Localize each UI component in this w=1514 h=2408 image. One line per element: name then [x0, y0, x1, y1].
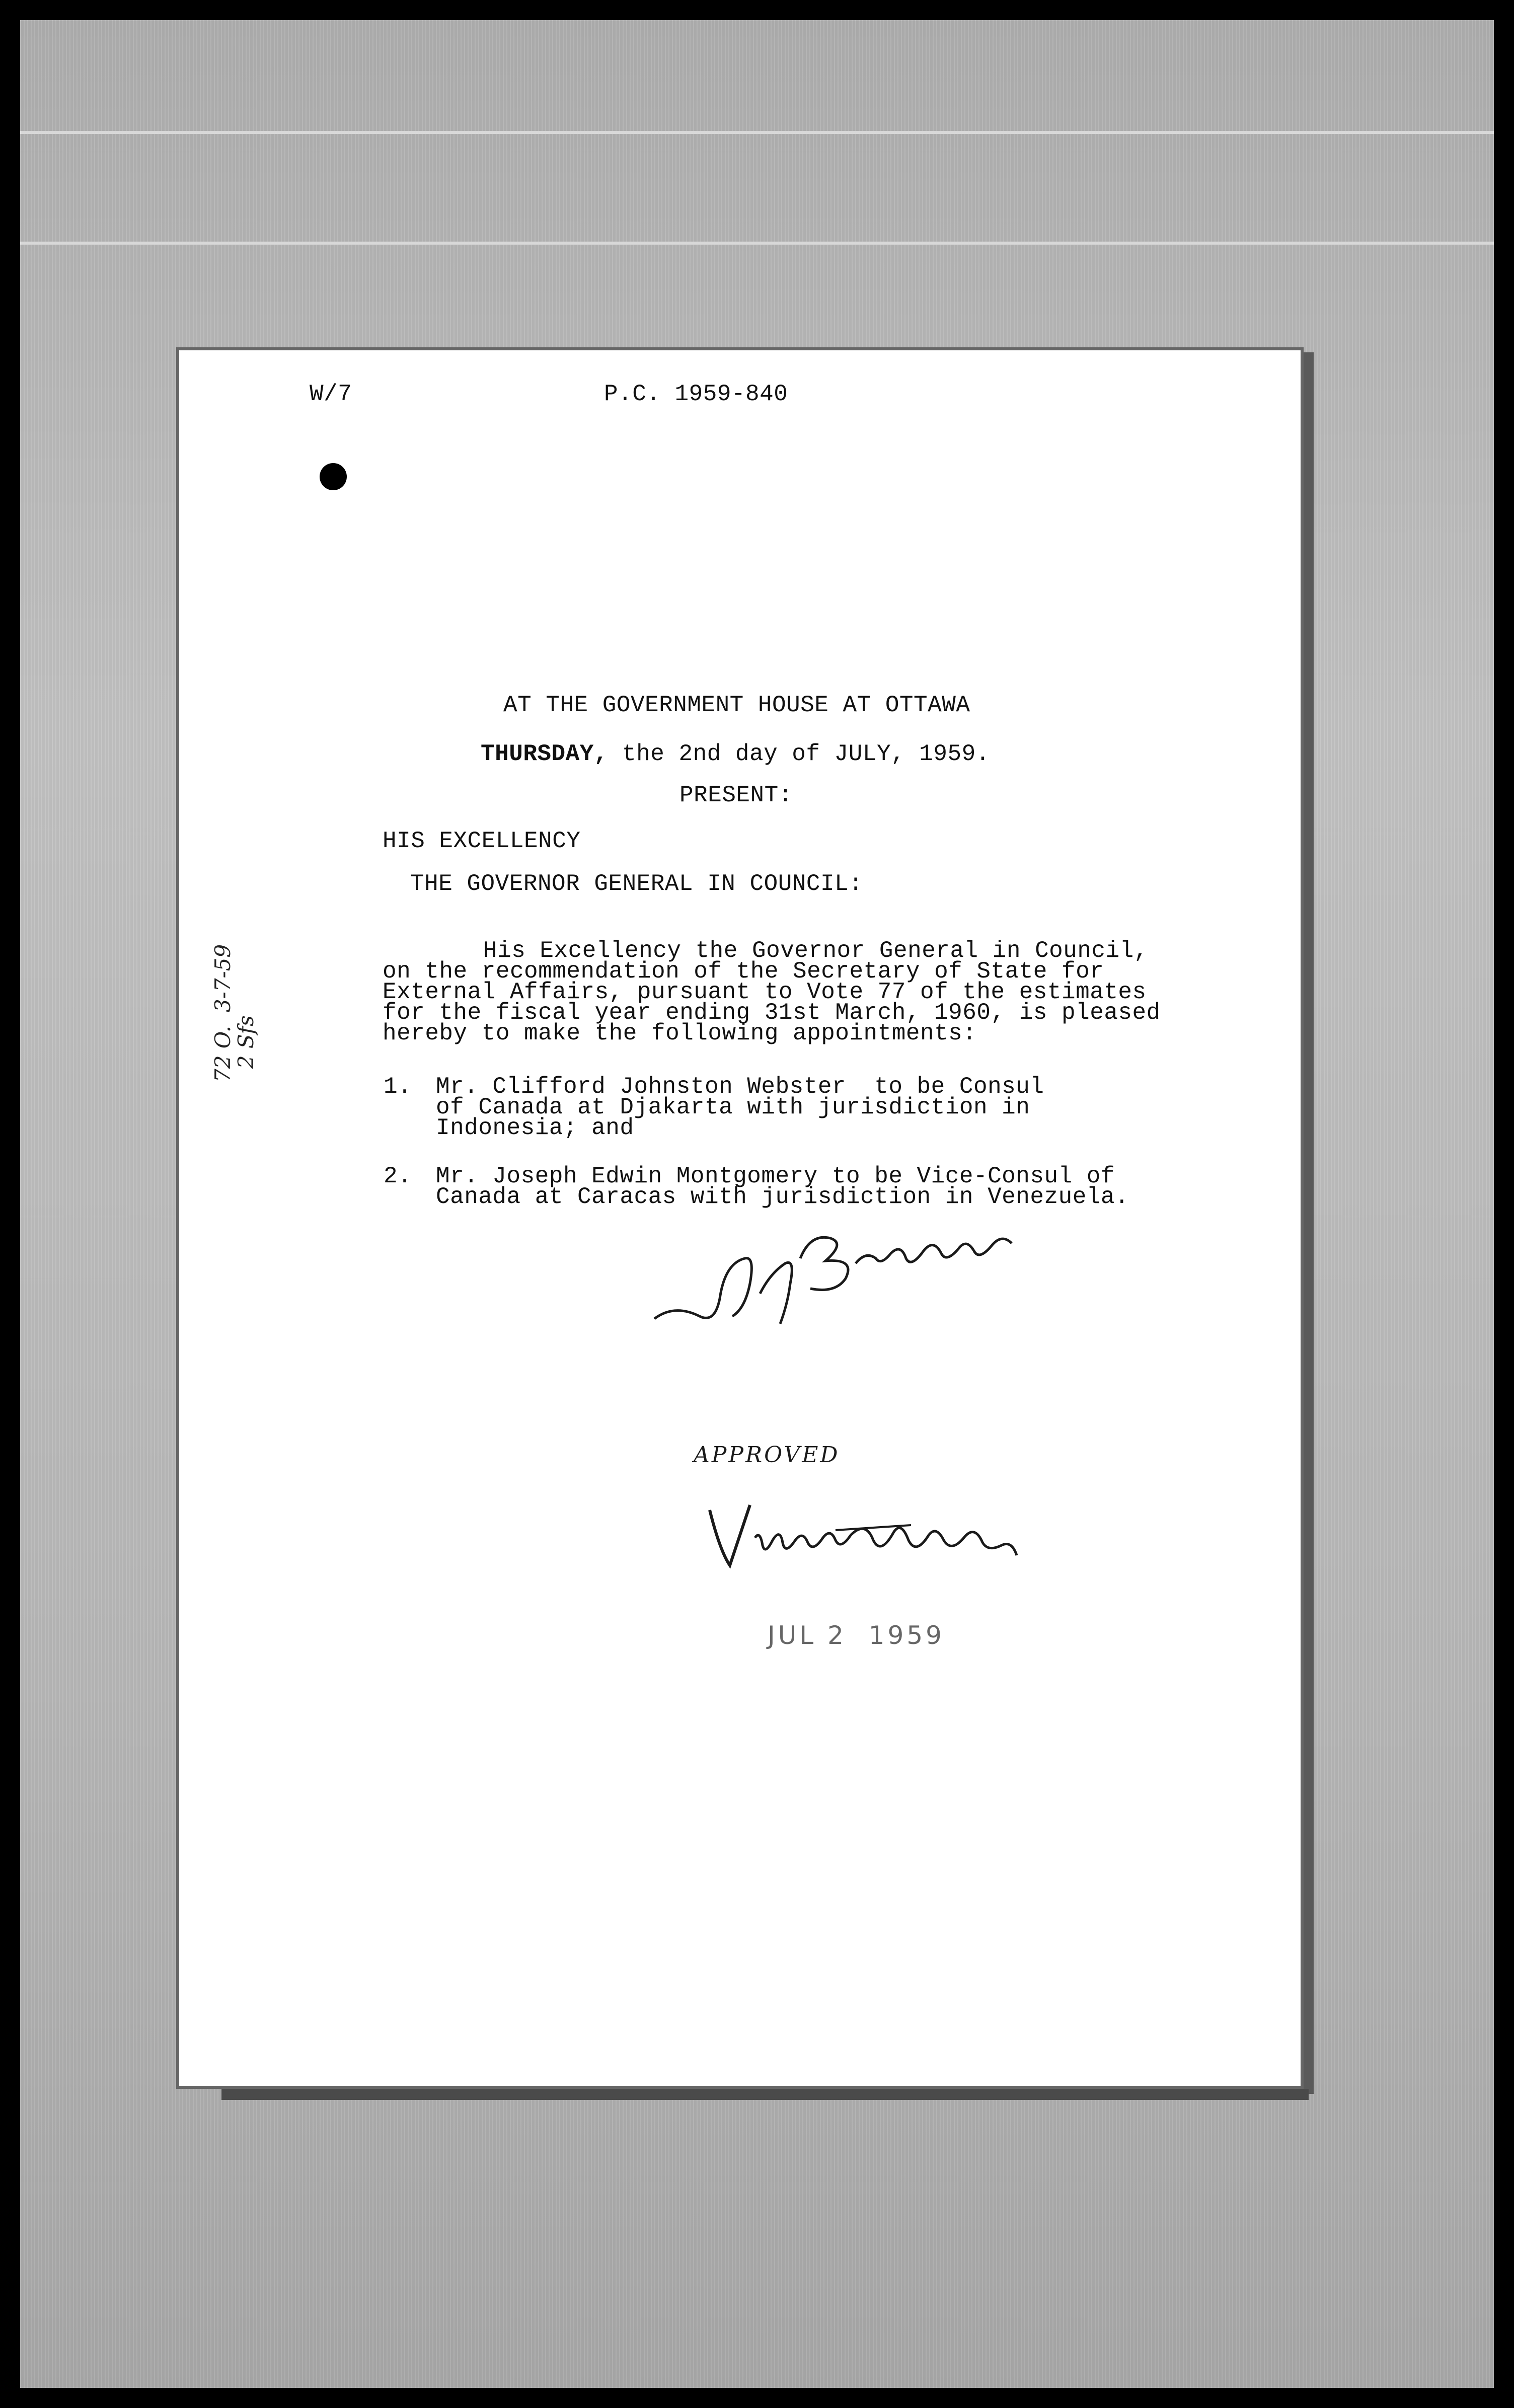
- heading-date-day: THURSDAY,: [481, 741, 608, 767]
- heading-present: PRESENT:: [679, 782, 793, 808]
- body-line: External Affairs, pursuant to Vote 77 of the estimates: [383, 979, 1147, 1005]
- punch-hole: [320, 463, 347, 490]
- approval-label: APPROVED: [694, 1442, 840, 1468]
- approver-signature: [700, 1490, 1022, 1581]
- appointment-number: 2.: [384, 1163, 412, 1189]
- body-line: for the fiscal year ending 31st March, 1960, is pleased: [383, 1000, 1161, 1026]
- heading-place: AT THE GOVERNMENT HOUSE AT OTTAWA: [503, 692, 970, 718]
- appointment-number: 1.: [384, 1074, 412, 1100]
- appointment-line: Canada at Caracas with jurisdiction in Venezuela.: [436, 1184, 1129, 1210]
- appointment-line: Mr. Joseph Edwin Montgomery to be Vice-Consul of: [436, 1163, 1115, 1189]
- heading-date-rest: the 2nd day of JULY, 1959.: [608, 741, 990, 767]
- appointment-line: of Canada at Djakarta with jurisdiction in: [436, 1094, 1030, 1120]
- addressee-line2: THE GOVERNOR GENERAL IN COUNCIL:: [410, 871, 863, 897]
- date-stamp: JUL 2 1959: [768, 1621, 945, 1650]
- body-line: on the recommendation of the Secretary of State for: [383, 958, 1104, 985]
- order-number: P.C. 1959-840: [604, 381, 788, 407]
- appointment-line: Indonesia; and: [436, 1115, 634, 1141]
- appointment-line: Mr. Clifford Johnston Webster to be Consul: [436, 1074, 1044, 1100]
- heading-date: [481, 742, 990, 766]
- body-line: His Excellency the Governor General in Council,: [483, 938, 1148, 964]
- addressee-line1: HIS EXCELLENCY: [383, 828, 581, 854]
- margin-note: 72 O. 3-7-59 2 Sfs: [210, 944, 259, 1082]
- scan-strip: [20, 242, 1494, 245]
- clerk-signature: [644, 1203, 1037, 1334]
- scan-strip: [20, 131, 1494, 134]
- file-mark: W/7: [310, 381, 352, 407]
- body-line: hereby to make the following appointments:: [383, 1020, 977, 1046]
- sheet-shadow-bottom: [221, 2089, 1309, 2100]
